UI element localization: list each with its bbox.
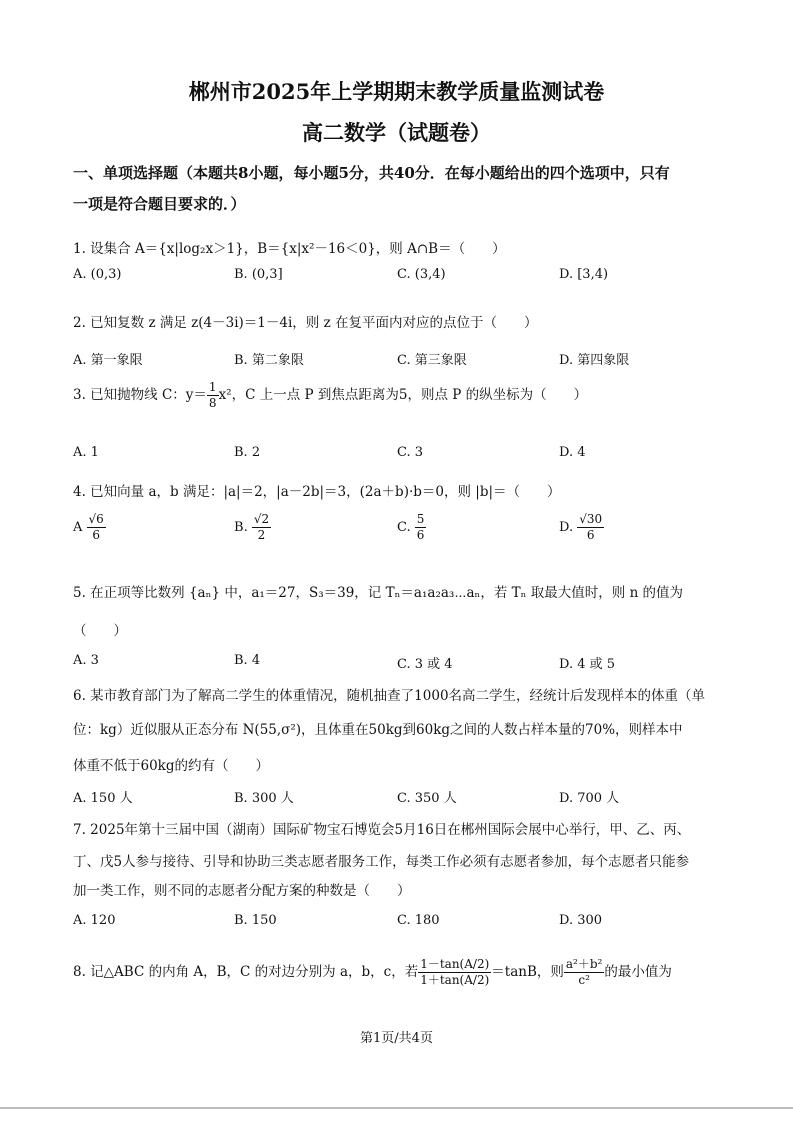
section-heading-line2: 一项是符合题目要求的．） <box>73 195 246 213</box>
question-7-option-c: C. 180 <box>397 913 440 928</box>
option-fraction <box>415 512 427 543</box>
question-5-option-b: B. 4 <box>234 653 261 668</box>
question-1-option-b: B. (0,3] <box>234 267 283 282</box>
question-3-option-c: C. 3 <box>397 445 424 460</box>
question-5-option-a: A. 3 <box>73 653 99 668</box>
fraction-denominator: 6 <box>586 528 595 542</box>
exam-subtitle: 高二数学（试题卷） <box>302 120 491 145</box>
question-5-option-d: D. 4 或 5 <box>559 657 616 672</box>
question-4-option-d: D. $\frac{√30}{6}$ <box>559 512 603 542</box>
question-7-line3: 加一类工作，则不同的志愿者分配方案的种数是（ ） <box>73 883 411 899</box>
question-1-stem: 1. 设集合 A＝{x|log₂x＞1}，B＝{x|x²－16＜0}，则 A∩B＝（ ） <box>73 241 506 257</box>
fraction-numerator: 5 <box>416 512 425 526</box>
question-3-option-b: B. 2 <box>234 445 261 460</box>
question-8-stem <box>73 957 672 988</box>
section-heading-line1: 一、单项选择题（本题共8小题，每小题5分，共40分．在每小题给出的四个选项中，只有 <box>73 164 670 182</box>
question-7-option-a: A. 120 <box>73 913 116 928</box>
page-number: 第1页/共4页 <box>360 1031 433 1046</box>
fraction-numerator: √2 <box>253 512 270 526</box>
question-2-option-a: A. 第一象限 <box>73 353 143 368</box>
option-label: A <box>73 520 83 535</box>
bottom-divider <box>0 1107 793 1109</box>
question-2-option-c: C. 第三象限 <box>397 353 467 368</box>
question-4-stem: 4. 已知向量 a，b 满足：|a|＝2，|a－2b|＝3，(2a＋b)·b＝0，则 |b|＝（ ） <box>73 484 561 500</box>
question-2-option-d: D. 第四象限 <box>559 353 630 368</box>
question-6-option-a: A. 150 人 <box>73 791 133 806</box>
question-7-line1: 7. 2025年第十三届中国（湖南）国际矿物宝石博览会5月16日在郴州国际会展中心举行，甲、乙、丙、 <box>73 822 691 838</box>
question-3-option-a: A. 1 <box>73 445 99 460</box>
fraction-denominator: 2 <box>257 528 266 542</box>
question-4-option-c: C. $\frac{5}{6}$ <box>397 512 425 542</box>
fraction-denominator: 1＋tan(A/2) <box>420 973 490 987</box>
question-8-stem-a: 8. 记△ABC 的内角 A，B，C 的对边分别为 a，b，c，若 <box>73 964 419 980</box>
question-3-option-d: D. 4 <box>559 445 586 460</box>
fraction-numerator: √30 <box>579 512 603 526</box>
question-4-option-b: B. $\frac{√2}{2}$ <box>234 512 270 542</box>
question-8-stem-c: 的最小值为 <box>604 964 672 980</box>
question-3-stem-a: 3. 已知抛物线 C：y＝ <box>73 387 207 403</box>
question-7-option-d: D. 300 <box>559 913 603 928</box>
question-6-option-c: C. 350 人 <box>397 791 457 806</box>
fraction-numerator: 1－tan(A/2) <box>420 957 490 971</box>
option-label: D <box>559 520 569 535</box>
question-4-option-a <box>73 512 106 543</box>
question-8-stem-b: ＝tanB，则 <box>491 964 564 980</box>
question-8-fraction-2 <box>564 957 604 988</box>
fraction-denominator: c² <box>578 973 590 987</box>
question-3-stem <box>73 380 587 411</box>
question-8-fraction-1 <box>418 957 491 988</box>
option-fraction <box>252 512 271 543</box>
question-3-stem-b: x²，C 上一点 P 到焦点距离为5，则点 P 的纵坐标为（ ） <box>218 387 588 403</box>
question-5-stem: 5. 在正项等比数列 {aₙ} 中，a₁＝27，S₃＝39，记 Tₙ＝a₁a₂a₃⋯aₙ，若 Tₙ 取最大值时，则 n 的值为 <box>73 585 684 601</box>
question-1-option-c: C. (3,4) <box>397 267 446 282</box>
option-fraction <box>577 512 604 543</box>
question-1-option-d: D. [3,4) <box>559 267 609 282</box>
option-label: B <box>234 520 244 535</box>
question-1-option-a: A. (0,3) <box>73 267 122 282</box>
question-6-line3: 体重不低于60kg的约有（ ） <box>73 758 270 774</box>
question-6-option-b: B. 300 人 <box>234 791 294 806</box>
fraction-numerator: 1 <box>208 380 217 394</box>
question-2-stem: 2. 已知复数 z 满足 z(4－3i)＝1－4i，则 z 在复平面内对应的点位于（ ） <box>73 315 538 331</box>
option-label: C <box>397 520 407 535</box>
fraction-denominator: 6 <box>416 528 425 542</box>
question-6-option-d: D. 700 人 <box>559 791 620 806</box>
fraction-denominator: 8 <box>208 396 217 410</box>
option-fraction <box>87 512 106 543</box>
fraction-numerator: √6 <box>88 512 104 526</box>
question-5-option-c: C. 3 或 4 <box>397 657 453 672</box>
question-5-stem-cont: （ ） <box>73 623 127 639</box>
question-6-line2: 位：kg）近似服从正态分布 N(55,σ²)，且体重在50kg到60kg之间的人数占样本量的70%，则样本中 <box>73 722 683 738</box>
fraction-numerator: a²＋b² <box>565 957 603 971</box>
question-7-option-b: B. 150 <box>234 913 277 928</box>
question-3-fraction <box>207 380 219 411</box>
fraction-denominator: 6 <box>92 528 100 542</box>
exam-title: 郴州市2025年上学期期末教学质量监测试卷 <box>188 79 605 104</box>
question-7-line2: 丁、戊5人参与接待、引导和协助三类志愿者服务工作，每类工作必须有志愿者参加，每个志愿者只能参 <box>73 854 690 870</box>
question-6-line1: 6. 某市教育部门为了解高二学生的体重情况，随机抽查了1000名高二学生，经统计后发现样本的体重（单 <box>73 688 706 704</box>
question-2-option-b: B. 第二象限 <box>234 353 304 368</box>
